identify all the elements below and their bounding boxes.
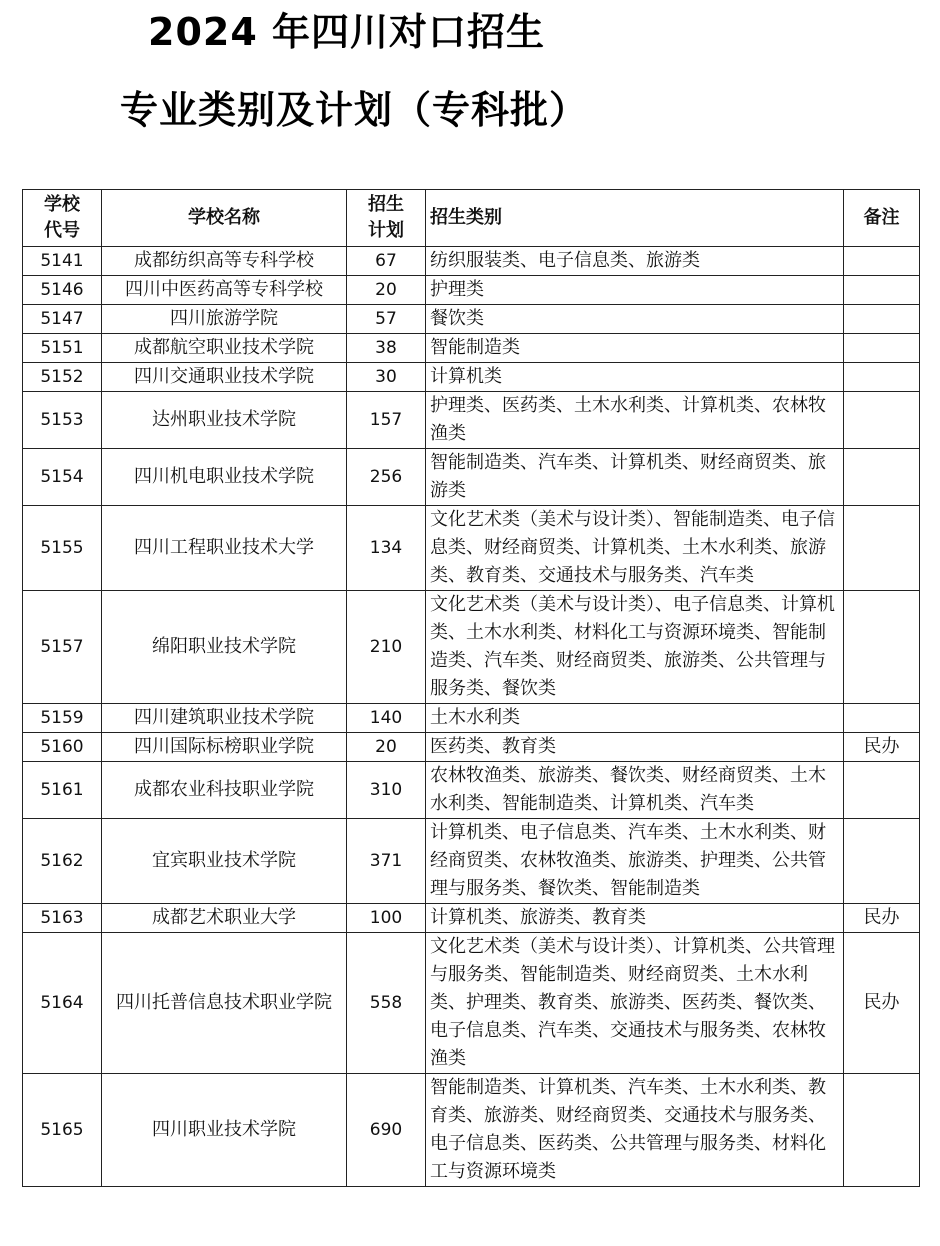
- table-row: [23, 276, 920, 305]
- remarks-cell: [844, 276, 920, 305]
- enrollment-category-cell: 智能制造类、汽车类、计算机类、财经商贸类、旅游类: [426, 449, 844, 506]
- school-code-cell: 5157: [23, 591, 102, 704]
- header-enrollment-plan: [347, 190, 426, 247]
- enrollment-category-cell: 纺织服装类、电子信息类、旅游类: [426, 247, 844, 276]
- table-row: [23, 904, 920, 933]
- school-name-cell: 四川旅游学院: [102, 305, 347, 334]
- table-header-row: [23, 190, 920, 247]
- enrollment-category-cell: 土木水利类: [426, 704, 844, 733]
- enrollment-category-cell: 护理类: [426, 276, 844, 305]
- school-name-cell: 绵阳职业技术学院: [102, 591, 347, 704]
- school-name-cell: 四川建筑职业技术学院: [102, 704, 347, 733]
- enrollment-plan-cell: 20: [347, 276, 426, 305]
- enrollment-plan-cell: 371: [347, 819, 426, 904]
- remarks-cell: [844, 334, 920, 363]
- remarks-cell: [844, 591, 920, 704]
- enrollment-category-cell: 护理类、医药类、土木水利类、计算机类、农林牧渔类: [426, 392, 844, 449]
- school-name-cell: 达州职业技术学院: [102, 392, 347, 449]
- table-row: [23, 933, 920, 1074]
- enrollment-category-cell: 计算机类、电子信息类、汽车类、土木水利类、财经商贸类、农林牧渔类、旅游类、护理类、公共管理与服务类、餐饮类、智能制造类: [426, 819, 844, 904]
- enrollment-plan-cell: 140: [347, 704, 426, 733]
- school-name-cell: 宜宾职业技术学院: [102, 819, 347, 904]
- enrollment-plan-cell: 690: [347, 1074, 426, 1187]
- school-name-cell: 成都艺术职业大学: [102, 904, 347, 933]
- school-code-cell: 5160: [23, 733, 102, 762]
- enrollment-category-cell: 医药类、教育类: [426, 733, 844, 762]
- header-enrollment-plan-line2: 计划: [368, 220, 404, 241]
- school-code-cell: 5151: [23, 334, 102, 363]
- remarks-cell: 民办: [844, 933, 920, 1074]
- header-school-code: [23, 190, 102, 247]
- remarks-cell: [844, 506, 920, 591]
- admissions-table: [22, 189, 920, 1187]
- table-row: [23, 506, 920, 591]
- school-name-cell: 四川交通职业技术学院: [102, 363, 347, 392]
- school-code-cell: 5163: [23, 904, 102, 933]
- school-name-cell: 四川机电职业技术学院: [102, 449, 347, 506]
- table-row: [23, 704, 920, 733]
- header-school-code-line2: 代号: [44, 220, 80, 241]
- enrollment-category-cell: 文化艺术类（美术与设计类）、计算机类、公共管理与服务类、智能制造类、财经商贸类、土木水利类、护理类、教育类、旅游类、医药类、餐饮类、电子信息类、汽车类、交通技术与服务类、农林牧渔类: [426, 933, 844, 1074]
- remarks-cell: [844, 392, 920, 449]
- remarks-cell: [844, 819, 920, 904]
- remarks-cell: [844, 363, 920, 392]
- enrollment-category-cell: 智能制造类、计算机类、汽车类、土木水利类、教育类、旅游类、财经商贸类、交通技术与服务类、电子信息类、医药类、公共管理与服务类、材料化工与资源环境类: [426, 1074, 844, 1187]
- header-remarks: 备注: [844, 190, 920, 247]
- page-subtitle: 专业类别及计划（专科批）: [120, 88, 589, 132]
- school-name-cell: 成都航空职业技术学院: [102, 334, 347, 363]
- remarks-cell: [844, 449, 920, 506]
- enrollment-plan-cell: 57: [347, 305, 426, 334]
- school-name-cell: 成都纺织高等专科学校: [102, 247, 347, 276]
- school-code-cell: 5165: [23, 1074, 102, 1187]
- enrollment-plan-cell: 210: [347, 591, 426, 704]
- enrollment-plan-cell: 100: [347, 904, 426, 933]
- table-row: [23, 363, 920, 392]
- enrollment-category-cell: 计算机类: [426, 363, 844, 392]
- remarks-cell: [844, 762, 920, 819]
- school-code-cell: 5152: [23, 363, 102, 392]
- enrollment-plan-cell: 310: [347, 762, 426, 819]
- table-row: [23, 591, 920, 704]
- school-code-cell: 5141: [23, 247, 102, 276]
- table-row: [23, 449, 920, 506]
- enrollment-plan-cell: 20: [347, 733, 426, 762]
- school-name-cell: 四川工程职业技术大学: [102, 506, 347, 591]
- school-code-cell: 5146: [23, 276, 102, 305]
- school-code-cell: 5147: [23, 305, 102, 334]
- header-school-name: 学校名称: [102, 190, 347, 247]
- table-row: [23, 1074, 920, 1187]
- remarks-cell: [844, 247, 920, 276]
- remarks-cell: [844, 305, 920, 334]
- remarks-cell: 民办: [844, 904, 920, 933]
- table-row: [23, 392, 920, 449]
- table-row: [23, 733, 920, 762]
- enrollment-plan-cell: 67: [347, 247, 426, 276]
- school-code-cell: 5162: [23, 819, 102, 904]
- enrollment-plan-cell: 38: [347, 334, 426, 363]
- school-code-cell: 5153: [23, 392, 102, 449]
- header-school-code-line1: 学校: [44, 194, 80, 215]
- school-name-cell: 四川托普信息技术职业学院: [102, 933, 347, 1074]
- enrollment-plan-cell: 157: [347, 392, 426, 449]
- table-row: [23, 762, 920, 819]
- header-enrollment-plan-line1: 招生: [368, 194, 404, 215]
- school-name-cell: 四川国际标榜职业学院: [102, 733, 347, 762]
- school-code-cell: 5164: [23, 933, 102, 1074]
- remarks-cell: [844, 1074, 920, 1187]
- table-row: [23, 247, 920, 276]
- school-name-cell: 四川职业技术学院: [102, 1074, 347, 1187]
- enrollment-category-cell: 餐饮类: [426, 305, 844, 334]
- school-code-cell: 5155: [23, 506, 102, 591]
- enrollment-category-cell: 农林牧渔类、旅游类、餐饮类、财经商贸类、土木水利类、智能制造类、计算机类、汽车类: [426, 762, 844, 819]
- header-enrollment-category: 招生类别: [426, 190, 844, 247]
- school-code-cell: 5154: [23, 449, 102, 506]
- enrollment-category-cell: 文化艺术类（美术与设计类）、电子信息类、计算机类、土木水利类、材料化工与资源环境类、智能制造类、汽车类、财经商贸类、旅游类、公共管理与服务类、餐饮类: [426, 591, 844, 704]
- enrollment-plan-cell: 134: [347, 506, 426, 591]
- school-code-cell: 5159: [23, 704, 102, 733]
- table-row: [23, 305, 920, 334]
- enrollment-plan-cell: 30: [347, 363, 426, 392]
- enrollment-category-cell: 文化艺术类（美术与设计类）、智能制造类、电子信息类、财经商贸类、计算机类、土木水利类、旅游类、教育类、交通技术与服务类、汽车类: [426, 506, 844, 591]
- remarks-cell: 民办: [844, 733, 920, 762]
- school-name-cell: 四川中医药高等专科学校: [102, 276, 347, 305]
- enrollment-category-cell: 计算机类、旅游类、教育类: [426, 904, 844, 933]
- school-name-cell: 成都农业科技职业学院: [102, 762, 347, 819]
- table-row: [23, 334, 920, 363]
- table-row: [23, 819, 920, 904]
- school-code-cell: 5161: [23, 762, 102, 819]
- enrollment-plan-cell: 256: [347, 449, 426, 506]
- enrollment-category-cell: 智能制造类: [426, 334, 844, 363]
- enrollment-plan-cell: 558: [347, 933, 426, 1074]
- remarks-cell: [844, 704, 920, 733]
- page-title: 2024 年四川对口招生: [148, 10, 545, 54]
